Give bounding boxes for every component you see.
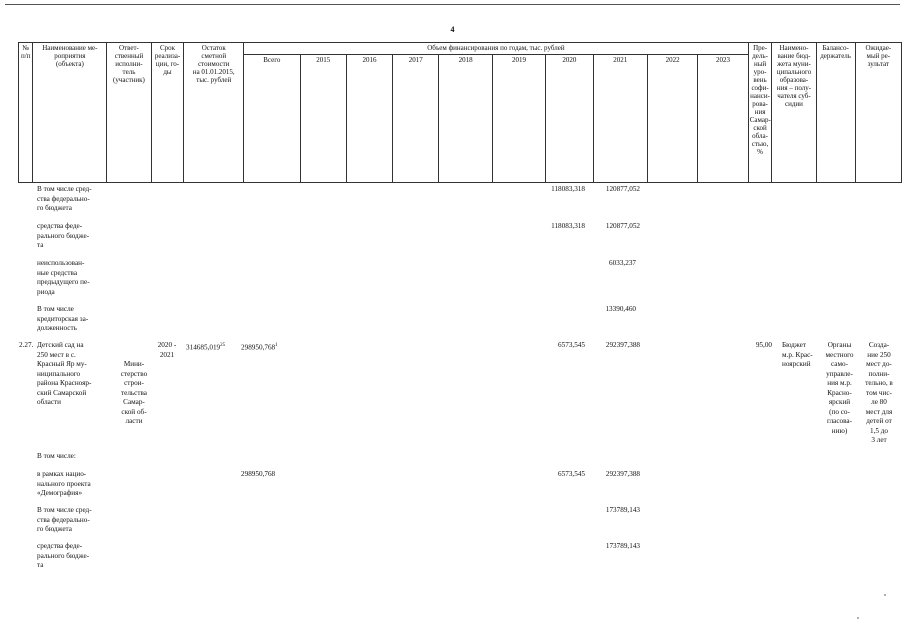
item-cofinancing: 95,00	[755, 341, 772, 349]
row-name: средства феде- рального бюдже- та	[37, 542, 90, 569]
row-name: В том числе сред- ства федерально- го бюджета	[37, 506, 92, 533]
item-name: Детский сад на 250 мест в с. Красный Яр му- ниципального района Краснояр- ский Самарской области	[37, 341, 92, 406]
item-responsible: Мини- стерство строи- тельства Самар- ской об- ласти	[120, 360, 148, 425]
scan-speck	[857, 617, 859, 619]
col-year: 2021	[593, 55, 647, 183]
col-year: 2018	[439, 55, 492, 183]
row-name: В том числе сред- ства федерально- го бюджета	[37, 185, 92, 212]
table-header	[18, 42, 902, 183]
col-term: Срок реализа- ции, го- ды	[151, 43, 184, 183]
col-budget-name: Наимено- вание бюд- жета муни- ципального образова- ния – полу- чателя суб- сидии	[772, 43, 816, 183]
item-remaining: 314685,019$^{25}$	[186, 343, 226, 352]
col-year: 2015	[300, 55, 346, 183]
row-value-2021: 120877,052	[605, 222, 640, 230]
top-rule	[5, 4, 900, 5]
col-cofinancing: Пре- дель- ный уро- вень софи- нанси- рова- ния Самар- ской обла- стью, %	[748, 43, 772, 183]
col-year: 2022	[647, 55, 697, 183]
item-result: Созда- ние 250 мест до- полни- тельно, в том чис- ле 80 мест для детей от 1,5 до 3 лет	[865, 341, 893, 444]
col-num: № п/п	[19, 43, 33, 183]
row-value-2020: 6573,545	[558, 470, 585, 478]
col-remaining: Остаток сметной стоимости на 01.01.2015, тыс. рублей	[184, 43, 244, 183]
row-name: В том числе кредиторская за- долженность	[37, 305, 89, 332]
item-budget: Бюджет м.р. Крас- ноярский	[782, 341, 813, 368]
col-result: Ожидае- мый ре- зультат	[855, 43, 901, 183]
row-total: 298950,768	[241, 470, 276, 478]
row-value-2020: 118083,318	[551, 185, 585, 193]
row-value-2021: 173789,143	[605, 506, 640, 514]
row-name: средства феде- рального бюдже- та	[37, 222, 90, 249]
item-value-2021: 292397,388	[605, 341, 640, 349]
col-year: 2017	[393, 55, 439, 183]
row-value-2020: 118083,318	[551, 222, 585, 230]
col-total: Всего	[244, 55, 301, 183]
row-name: в рамках нацио- нального проекта «Демография»	[37, 470, 91, 497]
col-year: 2019	[492, 55, 545, 183]
col-holder: Балансо- держатель	[816, 43, 855, 183]
row-value-2021: 292397,388	[605, 470, 640, 478]
item-term: 2020 - 2021	[157, 341, 177, 359]
col-year: 2023	[698, 55, 748, 183]
row-name: неиспользован- ные средства предыдущего пе- риода	[37, 259, 90, 296]
row-value-2021: 120877,052	[605, 185, 640, 193]
page-number: 4	[450, 25, 455, 34]
item-value-2020: 6573,545	[558, 341, 585, 349]
col-year: 2016	[346, 55, 392, 183]
row-name: В том числе:	[37, 452, 76, 460]
item-holder: Органы местного само- управле- ния м.р. Красно- ярский (по со- гласова- нию)	[825, 341, 854, 435]
col-financing: Объем финансирования по годам, тыс. рублей	[244, 43, 749, 55]
row-value-2021: 13390,460	[605, 305, 636, 313]
row-value-2021: 173789,143	[605, 542, 640, 550]
item-number: 2.27.	[19, 341, 34, 349]
item-total: 298950,768$^1$	[241, 343, 278, 352]
row-value-2021: 6033,237	[609, 259, 636, 267]
col-responsible: Ответ- ственный исполни- тель (участник)	[107, 43, 151, 183]
col-name: Наименование ме- роприятия (объекта)	[33, 43, 107, 183]
col-year: 2020	[546, 55, 593, 183]
scan-speck	[884, 594, 886, 596]
